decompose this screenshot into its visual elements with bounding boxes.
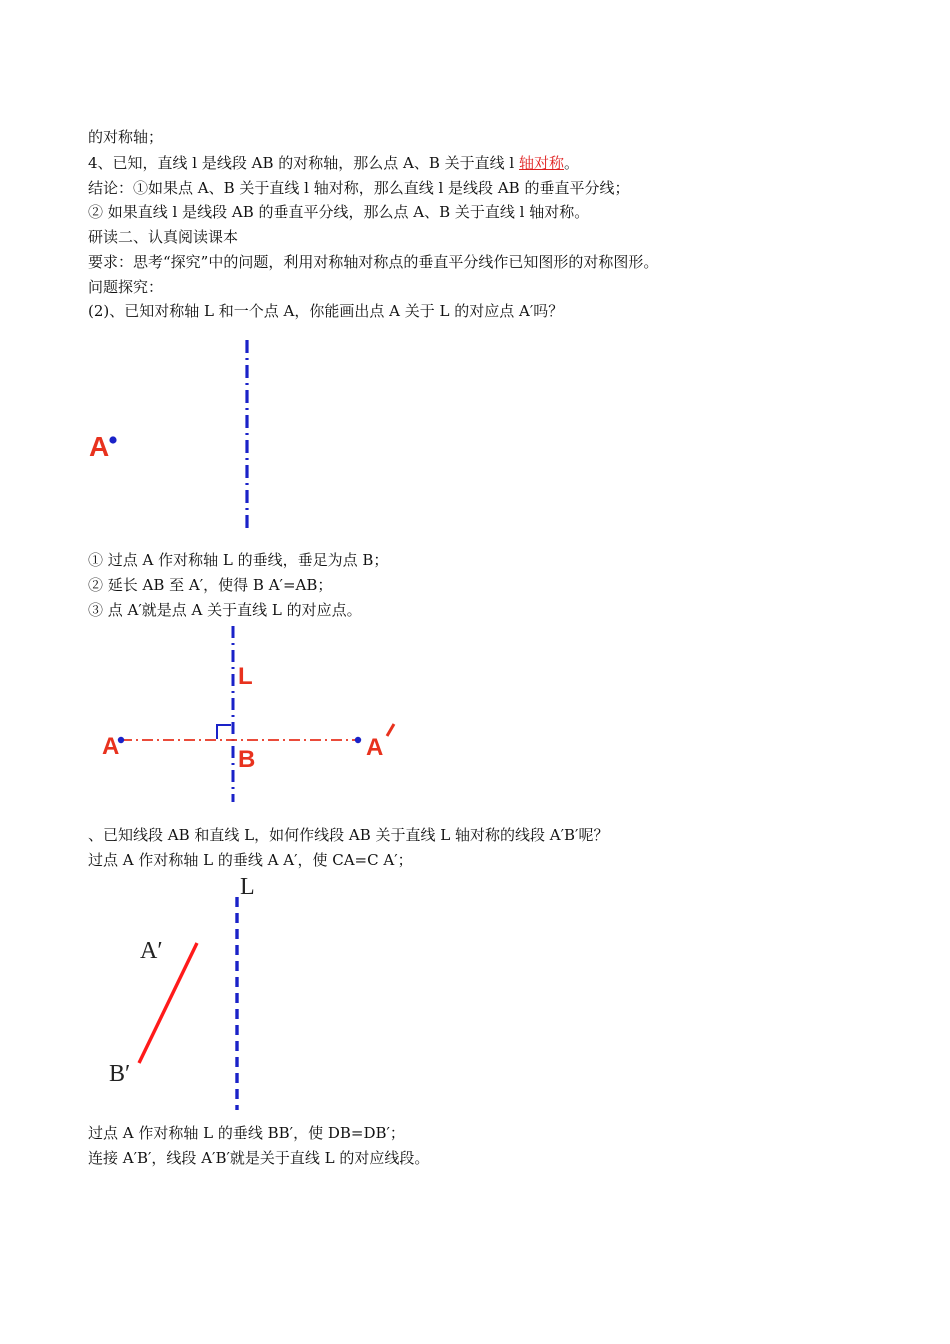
axis-label-l: L: [238, 663, 253, 690]
question-3-step: 过点 A 作对称轴 L 的垂线 A A′，使 CA=C A′；: [88, 851, 413, 869]
text-line-problem-explore: 问题探究：: [88, 278, 164, 296]
point-a-label: A: [89, 431, 110, 462]
prime-mark: [387, 724, 394, 736]
axis-label-l: L: [240, 874, 255, 900]
point-a-prime-label: A: [366, 734, 384, 761]
step-3: ③ 点 A′就是点 A 关于直线 L 的对应点。: [88, 601, 362, 619]
figure-reflection-construction: [0, 622, 950, 807]
question-2: (2)、已知对称轴 L 和一个点 A，你能画出点 A 关于 L 的对应点 A′吗？: [88, 302, 564, 320]
final-step-1: 过点 A 作对称轴 L 的垂线 BB′，使 DB=DB′；: [88, 1124, 405, 1142]
question-3: 、已知线段 AB 和直线 L，如何作线段 AB 关于直线 L 轴对称的线段 A′B′呢？: [88, 826, 609, 844]
final-step-2: 连接 A′B′，线段 A′B′就是关于直线 L 的对应线段。: [88, 1149, 430, 1167]
point-b-prime-label: B′: [109, 1061, 131, 1087]
figure-point-and-axis: [0, 335, 950, 535]
text-line-item-4: [88, 153, 579, 173]
text-line-conclusion-2: ② 如果直线 l 是线段 AB 的垂直平分线，那么点 A、B 关于直线 l 轴对称。: [88, 203, 590, 221]
right-angle-mark: [217, 725, 231, 739]
point-a-label: A: [102, 733, 120, 760]
text-line-axis-of-symmetry: 的对称轴；: [88, 128, 164, 146]
item-4-prefix: 4、已知，直线 l 是线段 AB 的对称轴，那么点 A、B 关于直线 l: [88, 154, 519, 172]
answer-axial-symmetry: 轴对称: [519, 154, 565, 172]
item-4-suffix: 。: [564, 154, 580, 172]
foot-b-label: B: [238, 746, 256, 773]
text-line-conclusion-1: 结论：①如果点 A、B 关于直线 l 轴对称，那么直线 l 是线段 AB 的垂直平分线；: [88, 179, 630, 197]
section-heading-study-2: 研读二、认真阅读课本: [88, 228, 239, 246]
text-line-requirement: 要求：思考“探究”中的问题，利用对称轴对称点的垂直平分线作已知图形的对称图形。: [88, 253, 659, 271]
point-a-prime-dot: [355, 737, 361, 743]
figure-segment-reflection: [0, 870, 950, 1115]
point-a-dot: [109, 436, 116, 443]
step-1: ① 过点 A 作对称轴 L 的垂线，垂足为点 B；: [88, 551, 389, 569]
point-a-prime-label: A′: [140, 938, 163, 964]
step-2: ② 延长 AB 至 A′，使得 B A′=AB；: [88, 576, 333, 594]
